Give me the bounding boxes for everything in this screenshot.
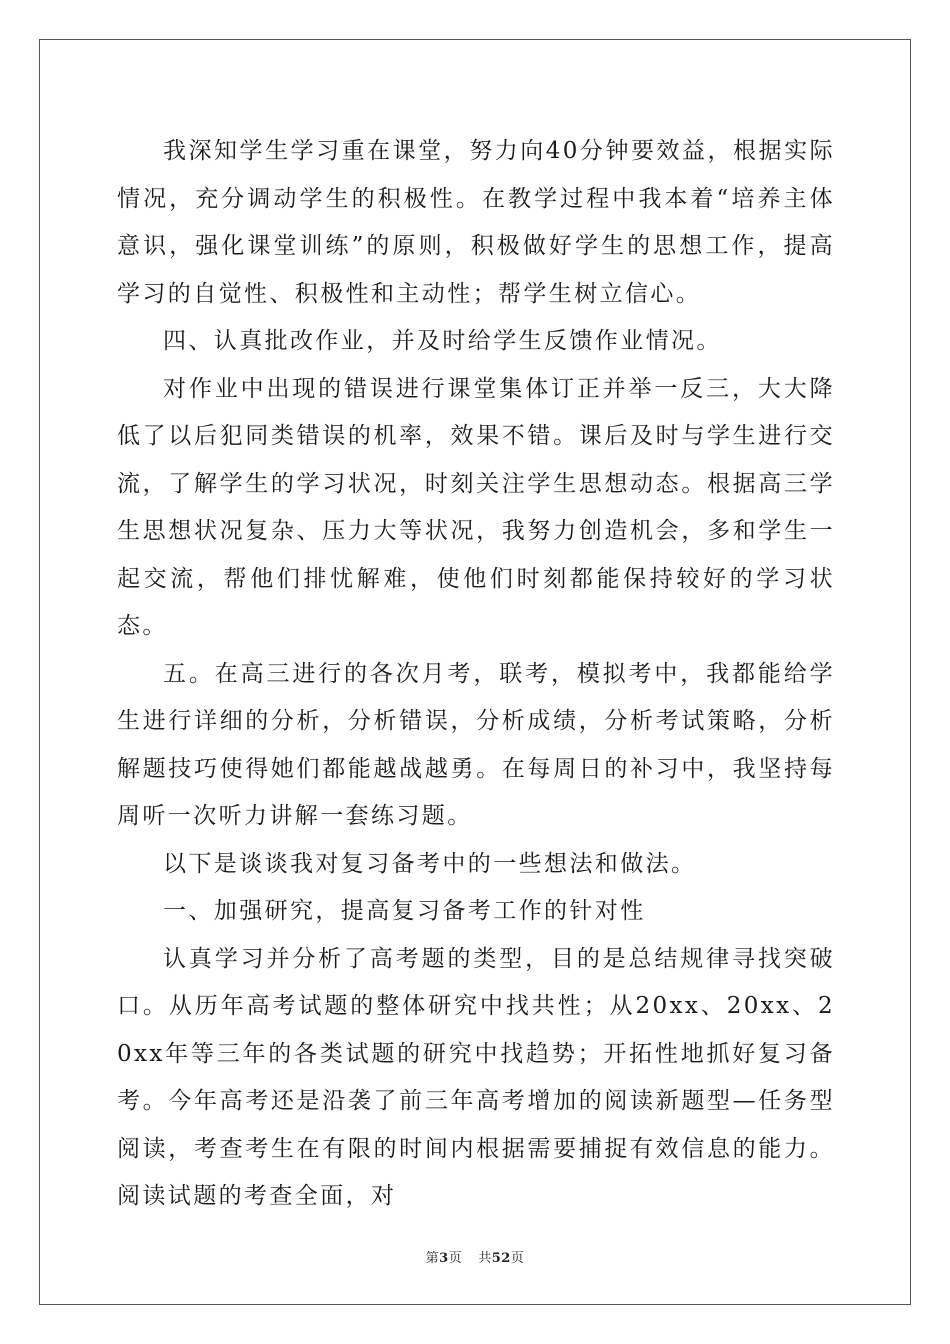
total-prefix: 共: [478, 1251, 492, 1266]
page-footer: [0, 1247, 950, 1266]
total-pages: 52: [491, 1251, 511, 1266]
document-body: [117, 128, 835, 1221]
total-suffix: 页: [510, 1251, 525, 1266]
page-suffix: 页: [448, 1251, 463, 1266]
paragraph-heading-four: 四、认真批改作业，并及时给学生反馈作业情况。: [163, 328, 722, 354]
paragraph-intro-review: 以下是谈谈我对复习备考中的一些想法和做法。: [163, 850, 697, 877]
paragraph-heading-one: 一、加强研究，提高复习备考工作的针对性: [163, 898, 646, 924]
page-prefix: 第: [425, 1251, 440, 1266]
paragraph-exam-analysis: 认真学习并分析了高考题的类型，目的是总结规律寻找突破口。从历年高考试题的整体研究中找共性；从20xx、20xx、20xx年等三年的各类试题的研究中找趋势；开拓性地抓好复习备考。今年高考还是沿袭了前三年高考增加的阅读新题型—任务型阅读，考查考生在有限的时间内根据需要捕捉有效信息的能力。阅读试题的考查全面，对: [117, 945, 835, 1209]
paragraph-classroom-efficiency: 我深知学生学习重在课堂，努力向40分钟要效益，根据实际情况，充分调动学生的积极性。在教学过程中我本着“培养主体意识，强化课堂训练”的原则，积极做好学生的思想工作，提高学习的自觉性、积极性和主动性；帮学生树立信心。: [117, 138, 835, 307]
paragraph-homework-correction: 对作业中出现的错误进行课堂集体订正并举一反三，大大降低了以后犯同类错误的机率，效果不错。课后及时与学生进行交流，了解学生的学习状况，时刻关注学生思想动态。根据高三学生思想状况复杂、压力大等状况，我努力创造机会，多和学生一起交流，帮他们排忧解难，使他们时刻都能保持较好的学习状态。: [117, 375, 835, 639]
page-number: 3: [439, 1251, 449, 1266]
paragraph-heading-five: 五。在高三进行的各次月考，联考，模拟考中，我都能给学生进行详细的分析，分析错误，分析成绩，分析考试策略，分析解题技巧使得她们都能越战越勇。在每周日的补习中，我坚持每周听一次听力讲解一套练习题。: [117, 660, 835, 829]
